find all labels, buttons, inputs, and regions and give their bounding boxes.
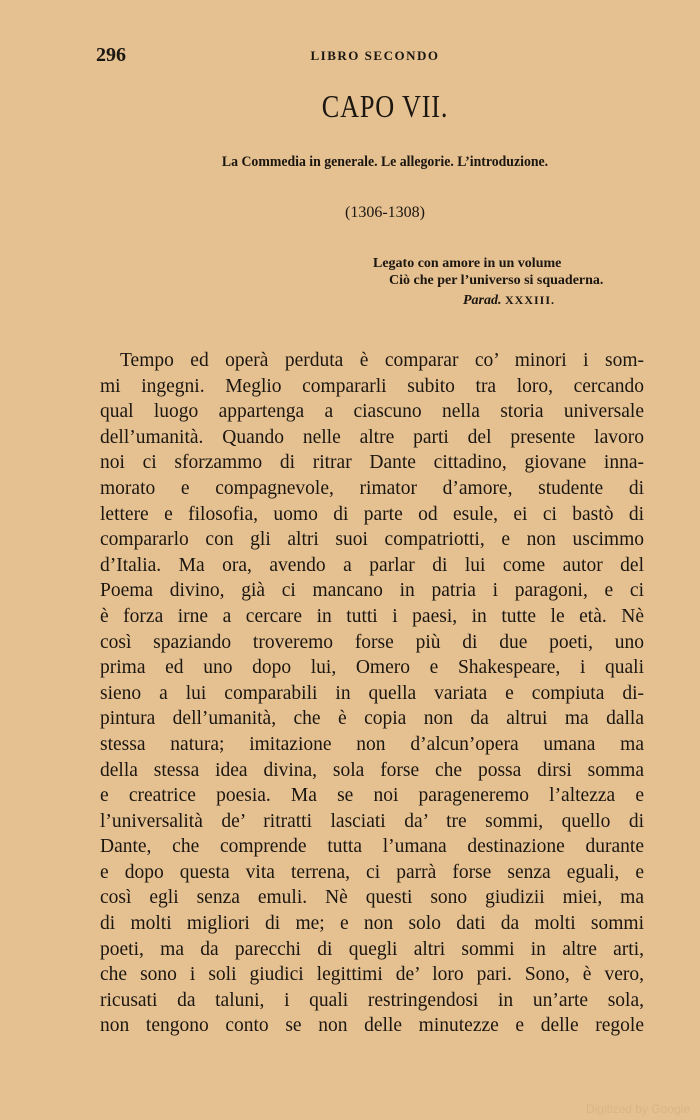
body-line: così egli senza emuli. Nè questi sono giudizii miei, ma — [100, 887, 644, 909]
body-line: dell’umanità. Quando nelle altre parti del presente lavoro — [100, 426, 644, 448]
body-line: Poema divino, già ci mancano in patria i paragoni, e ci — [100, 580, 644, 602]
body-line: prima ed uno dopo lui, Omero e Shakespeare, i quali — [100, 657, 644, 679]
body-line: mi ingegni. Meglio compararli subito tra loro, cercando — [100, 375, 644, 397]
body-line: della stessa idea divina, sola forse che possa dirsi somma — [100, 759, 644, 781]
body-line: così spaziando troveremo forse più di due poeti, uno — [100, 631, 644, 653]
body-line: ricusati da taluni, i quali restringendosi in un’arte sola, — [100, 989, 644, 1011]
body-line: sieno a lui comparabili in quella variata e compiuta di- — [100, 682, 644, 704]
watermark: Digitized by Google — [585, 1102, 690, 1116]
body-line: d’Italia. Ma ora, avendo a parlar di lui come autor del — [100, 554, 644, 576]
body-line: poeti, ma da parecchi di quegli altri sommi in altre arti, — [100, 938, 644, 960]
body-line: Dante, che comprende tutta l’umana destinazione durante — [100, 836, 644, 858]
epigraph-source — [373, 292, 603, 309]
body-line: e creatrice poesia. Ma se noi parageneremo l’altezza e — [100, 785, 644, 807]
page-number: 296 — [96, 44, 126, 66]
body-line: non tengono conto se non delle minutezze e delle regole — [100, 1015, 644, 1037]
epigraph-source-work: Parad. — [463, 293, 502, 308]
body-line: l’universalità de’ ritratti lasciati da’ tre sommi, quello di — [100, 810, 644, 832]
body-line: e dopo questa vita terrena, ci parrà forse senza eguali, e — [100, 861, 644, 883]
body-line: stessa natura; imitazione non d’alcun’opera umana ma — [100, 733, 644, 755]
epigraph-line-1: Legato con amore in un volume — [373, 256, 562, 271]
epigraph-source-canto: XXXIII. — [505, 293, 556, 307]
body-line: compararlo con gli altri suoi compatriotti, e non uscimmo — [100, 529, 644, 551]
running-head: LIBRO SECONDO — [310, 48, 440, 63]
body-line: morato e compagnevole, rimator d’amore, studente di — [100, 477, 644, 499]
chapter-subtitle: La Commedia in generale. Le allegorie. L’introduzione. — [221, 154, 549, 170]
chapter-title: CAPO VII. — [321, 88, 449, 124]
body-line: è forza irne a cercare in tutti i paesi, in tutte le età. Nè — [100, 605, 644, 627]
body-line: di molti migliori di me; e non solo dati da molti sommi — [100, 913, 644, 935]
body-line: noi ci sforzammo di ritrar Dante cittadino, giovane inna- — [100, 452, 644, 474]
body-line: pintura dell’umanità, che è copia non da altrui ma dalla — [100, 708, 644, 730]
body-line: qual luogo appartenga a ciascuno nella storia universale — [100, 401, 644, 423]
body-line: che sono i soli giudici legittimi de’ loro pari. Sono, è vero, — [100, 964, 644, 986]
body-text — [100, 348, 644, 1039]
chapter-dates: (1306-1308) — [345, 204, 425, 221]
body-line: Tempo ed operà perduta è comparar co’ minori i som- — [120, 350, 644, 371]
epigraph — [373, 255, 603, 309]
body-line: lettere e filosofia, uomo di parte od esule, ei ci bastò di — [100, 503, 644, 525]
epigraph-line-2: Ciò che per l’universo si squaderna. — [389, 273, 604, 288]
